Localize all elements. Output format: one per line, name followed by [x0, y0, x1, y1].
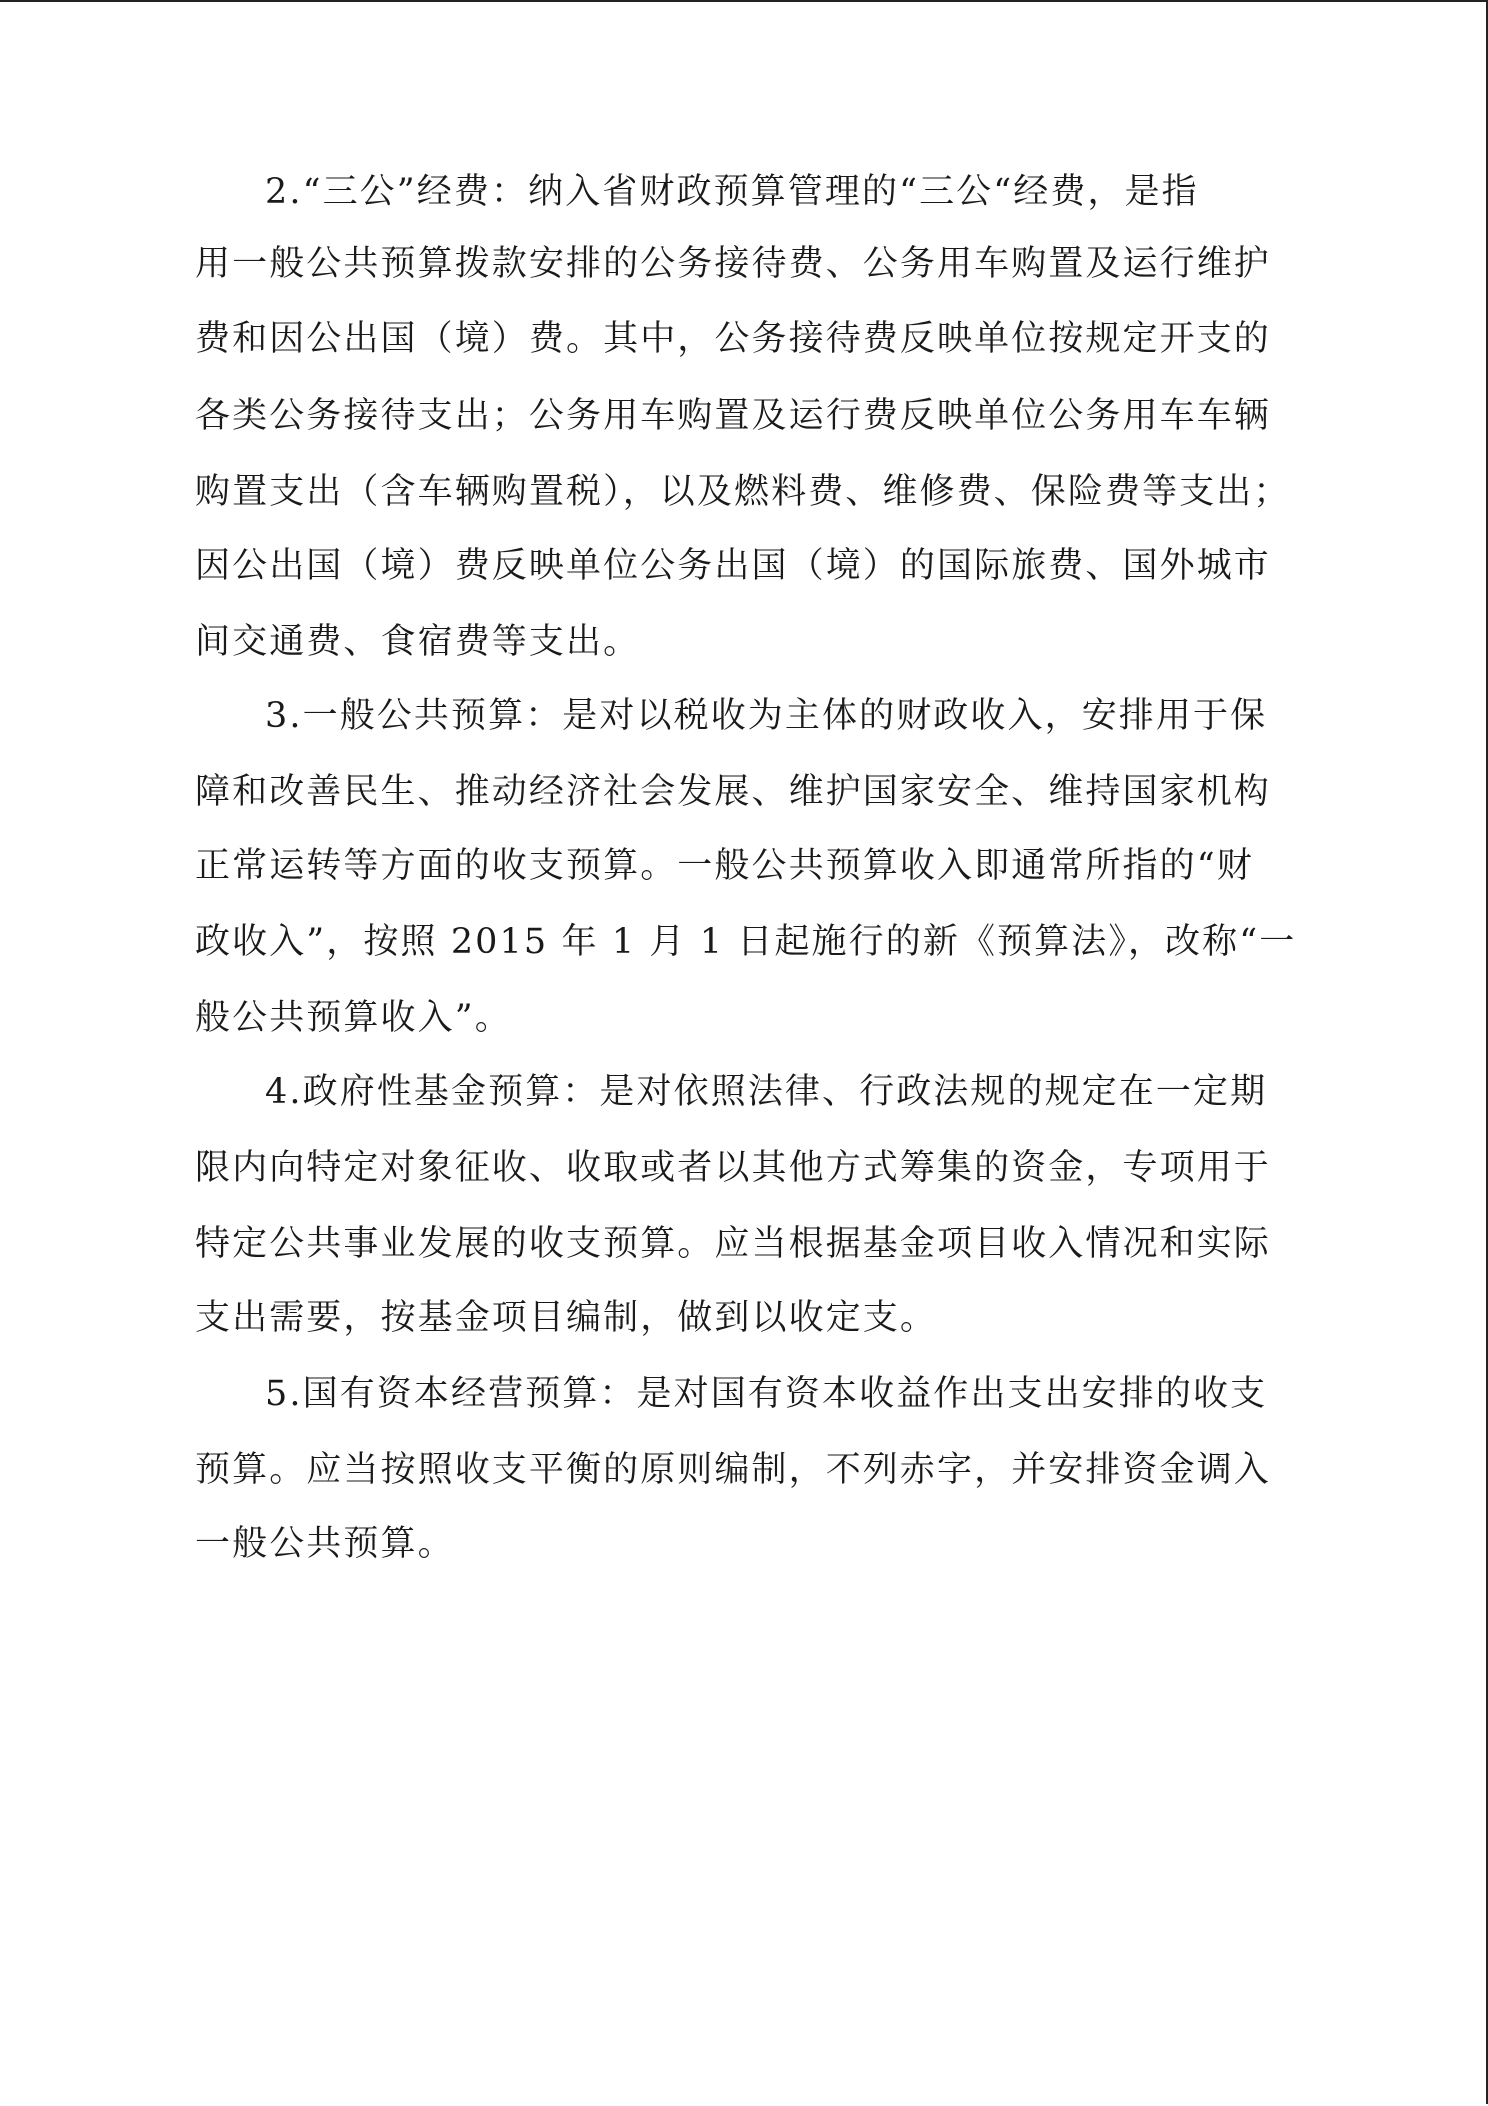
text-line: 各类公务接待支出；公务用车购置及运行费反映单位公务用车车辆: [195, 396, 1271, 436]
text-line: 支出需要，按基金项目编制，做到以收定支。: [195, 1298, 938, 1338]
text-line: 费和因公出国（境）费。其中，公务接待费反映单位按规定开支的: [195, 319, 1271, 359]
text-line: 购置支出（含车辆购置税），以及燃料费、维修费、保险费等支出；: [195, 472, 1291, 512]
text-line: 限内向特定对象征收、收取或者以其他方式筹集的资金，专项用于: [195, 1148, 1271, 1188]
text-line: 3.一般公共预算：是对以税收为主体的财政收入，安排用于保: [265, 696, 1268, 736]
text-line: 障和改善民生、推动经济社会发展、维护国家安全、维持国家机构: [195, 772, 1271, 812]
text-line: 因公出国（境）费反映单位公务出国（境）的国际旅费、国外城市: [195, 546, 1271, 586]
text-line: 间交通费、食宿费等支出。: [195, 622, 641, 662]
text-line: 5.国有资本经营预算：是对国有资本收益作出支出安排的收支: [265, 1374, 1268, 1414]
text-line: 2.“三公”经费：纳入省财政预算管理的“三公“经费，是指: [265, 172, 1199, 212]
text-line: 预算。应当按照收支平衡的原则编制，不列赤字，并安排资金调入: [195, 1450, 1271, 1490]
text-line: 用一般公共预算拨款安排的公务接待费、公务用车购置及运行维护: [195, 244, 1271, 284]
document-page: [0, 2, 1488, 2106]
text-line: 特定公共事业发展的收支预算。应当根据基金项目收入情况和实际: [195, 1224, 1271, 1264]
text-line: 一般公共预算。: [195, 1524, 455, 1564]
text-line: 政收入”，按照 2015 年 1 月 1 日起施行的新《预算法》，改称“一: [195, 922, 1297, 962]
text-line: 正常运转等方面的收支预算。一般公共预算收入即通常所指的“财: [195, 846, 1254, 886]
text-line: 4.政府性基金预算：是对依照法律、行政法规的规定在一定期: [265, 1072, 1268, 1112]
text-line: 般公共预算收入”。: [195, 998, 512, 1038]
